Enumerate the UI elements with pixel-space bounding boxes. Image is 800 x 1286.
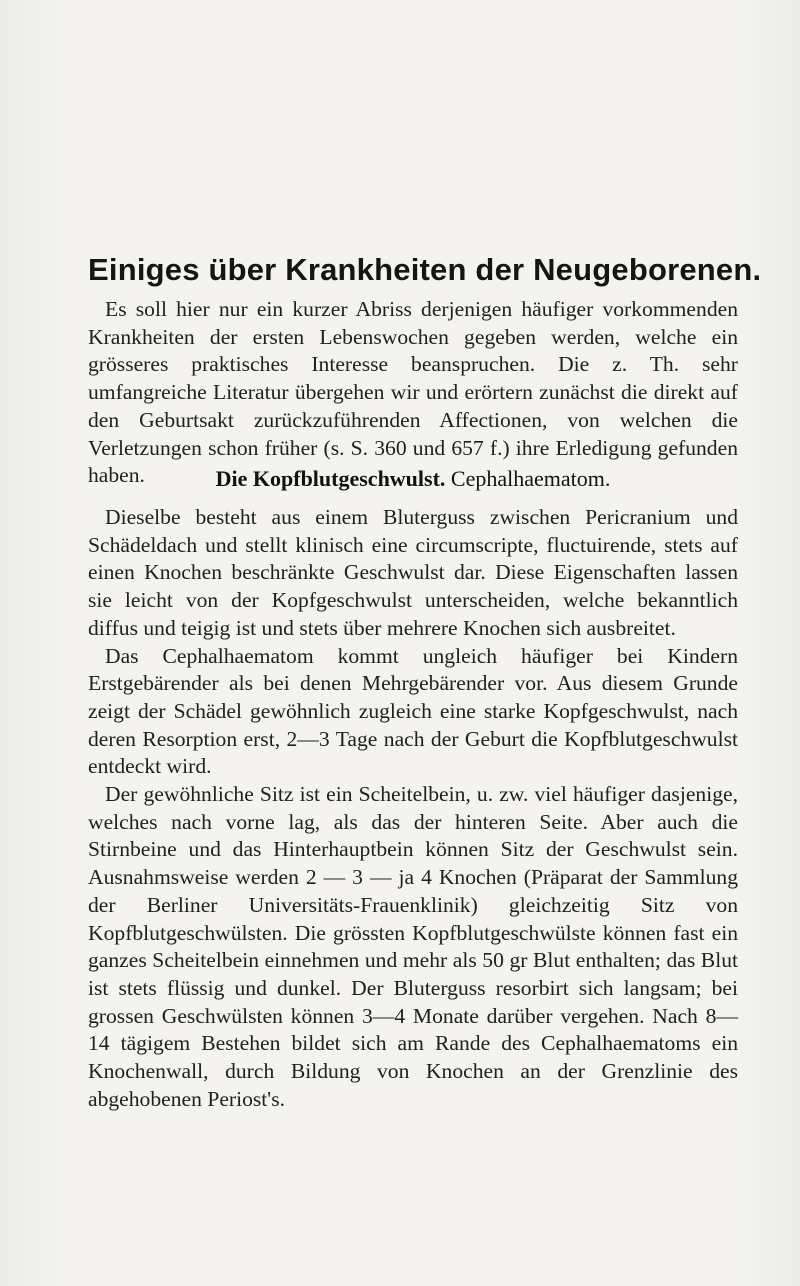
section-title: Die Kopfblutgeschwulst. (215, 466, 446, 491)
section-body (88, 504, 738, 1113)
section-subtitle: Cephalhaematom. (450, 466, 611, 491)
section-paragraph: Das Cephalhaematom kommt ungleich häufiger bei Kindern Erstgebärender als bei denen Mehrgebärender vor. Aus diesem Grunde zeigt der Schädel gewöhnlich zugleich eine starke Kopfgeschwulst, nach deren Resorption erst, 2—3 Tage nach der Geburt die Kopfblutgeschwulst entdeckt wird. (88, 643, 738, 779)
section-paragraph: Der gewöhnliche Sitz ist ein Scheitelbein, u. zw. viel häufiger dasjenige, welches nach vorne lag, als das der hinteren Seite. Aber auch die Stirnbeine und das Hinterhauptbein können Sitz der Geschwulst sein. Ausnahmsweise werden 2 — 3 — ja 4 Knochen (Präparat der Sammlung der Berliner Universitäts-Frauenklinik) gleichzeitig Sitz von Kopfblutgeschwülsten. Die grössten Kopfblutgeschwülste können fast ein ganzes Scheitelbein einnehmen und mehr als 50 gr Blut enthalten; das Blut ist stets flüssig und dunkel. Der Bluterguss resorbirt sich langsam; bei grossen Geschwülsten können 3—4 Monate darüber vergehen. Nach 8—14 tägigem Bestehen bildet sich am Rande des Cephalhaematoms ein Knochenwall, durch Bildung von Knochen an der Grenzlinie des abgehobenen Periost's. (88, 782, 738, 1111)
section-heading (88, 465, 738, 493)
section-paragraph: Dieselbe besteht aus einem Bluterguss zwischen Pericranium und Schädeldach und stellt klinisch eine circumscripte, fluctuirende, stets auf einen Knochen beschränkte Geschwulst dar. Diese Eigenschaften lassen sie leicht von der Kopfgeschwulst unterscheiden, welche bekanntlich diffus und teigig ist und stets über mehrere Knochen sich ausbreitet. (88, 505, 738, 640)
intro-paragraph: Es soll hier nur ein kurzer Abriss derjenigen häufiger vorkommenden Krankheiten der ersten Lebenswochen gegeben werden, welche ein grösseres praktisches Interesse beanspruchen. Die z. Th. sehr umfangreiche Literatur übergehen wir und erörtern zunächst die direkt auf den Geburtsakt zurückzuführenden Affectionen, von welchen die Verletzungen schon früher (s. S. 360 und 657 f.) ihre Erledigung gefunden haben. (88, 297, 738, 488)
chapter-title: Einiges über Krankheiten der Neugeborenen. (88, 252, 762, 287)
